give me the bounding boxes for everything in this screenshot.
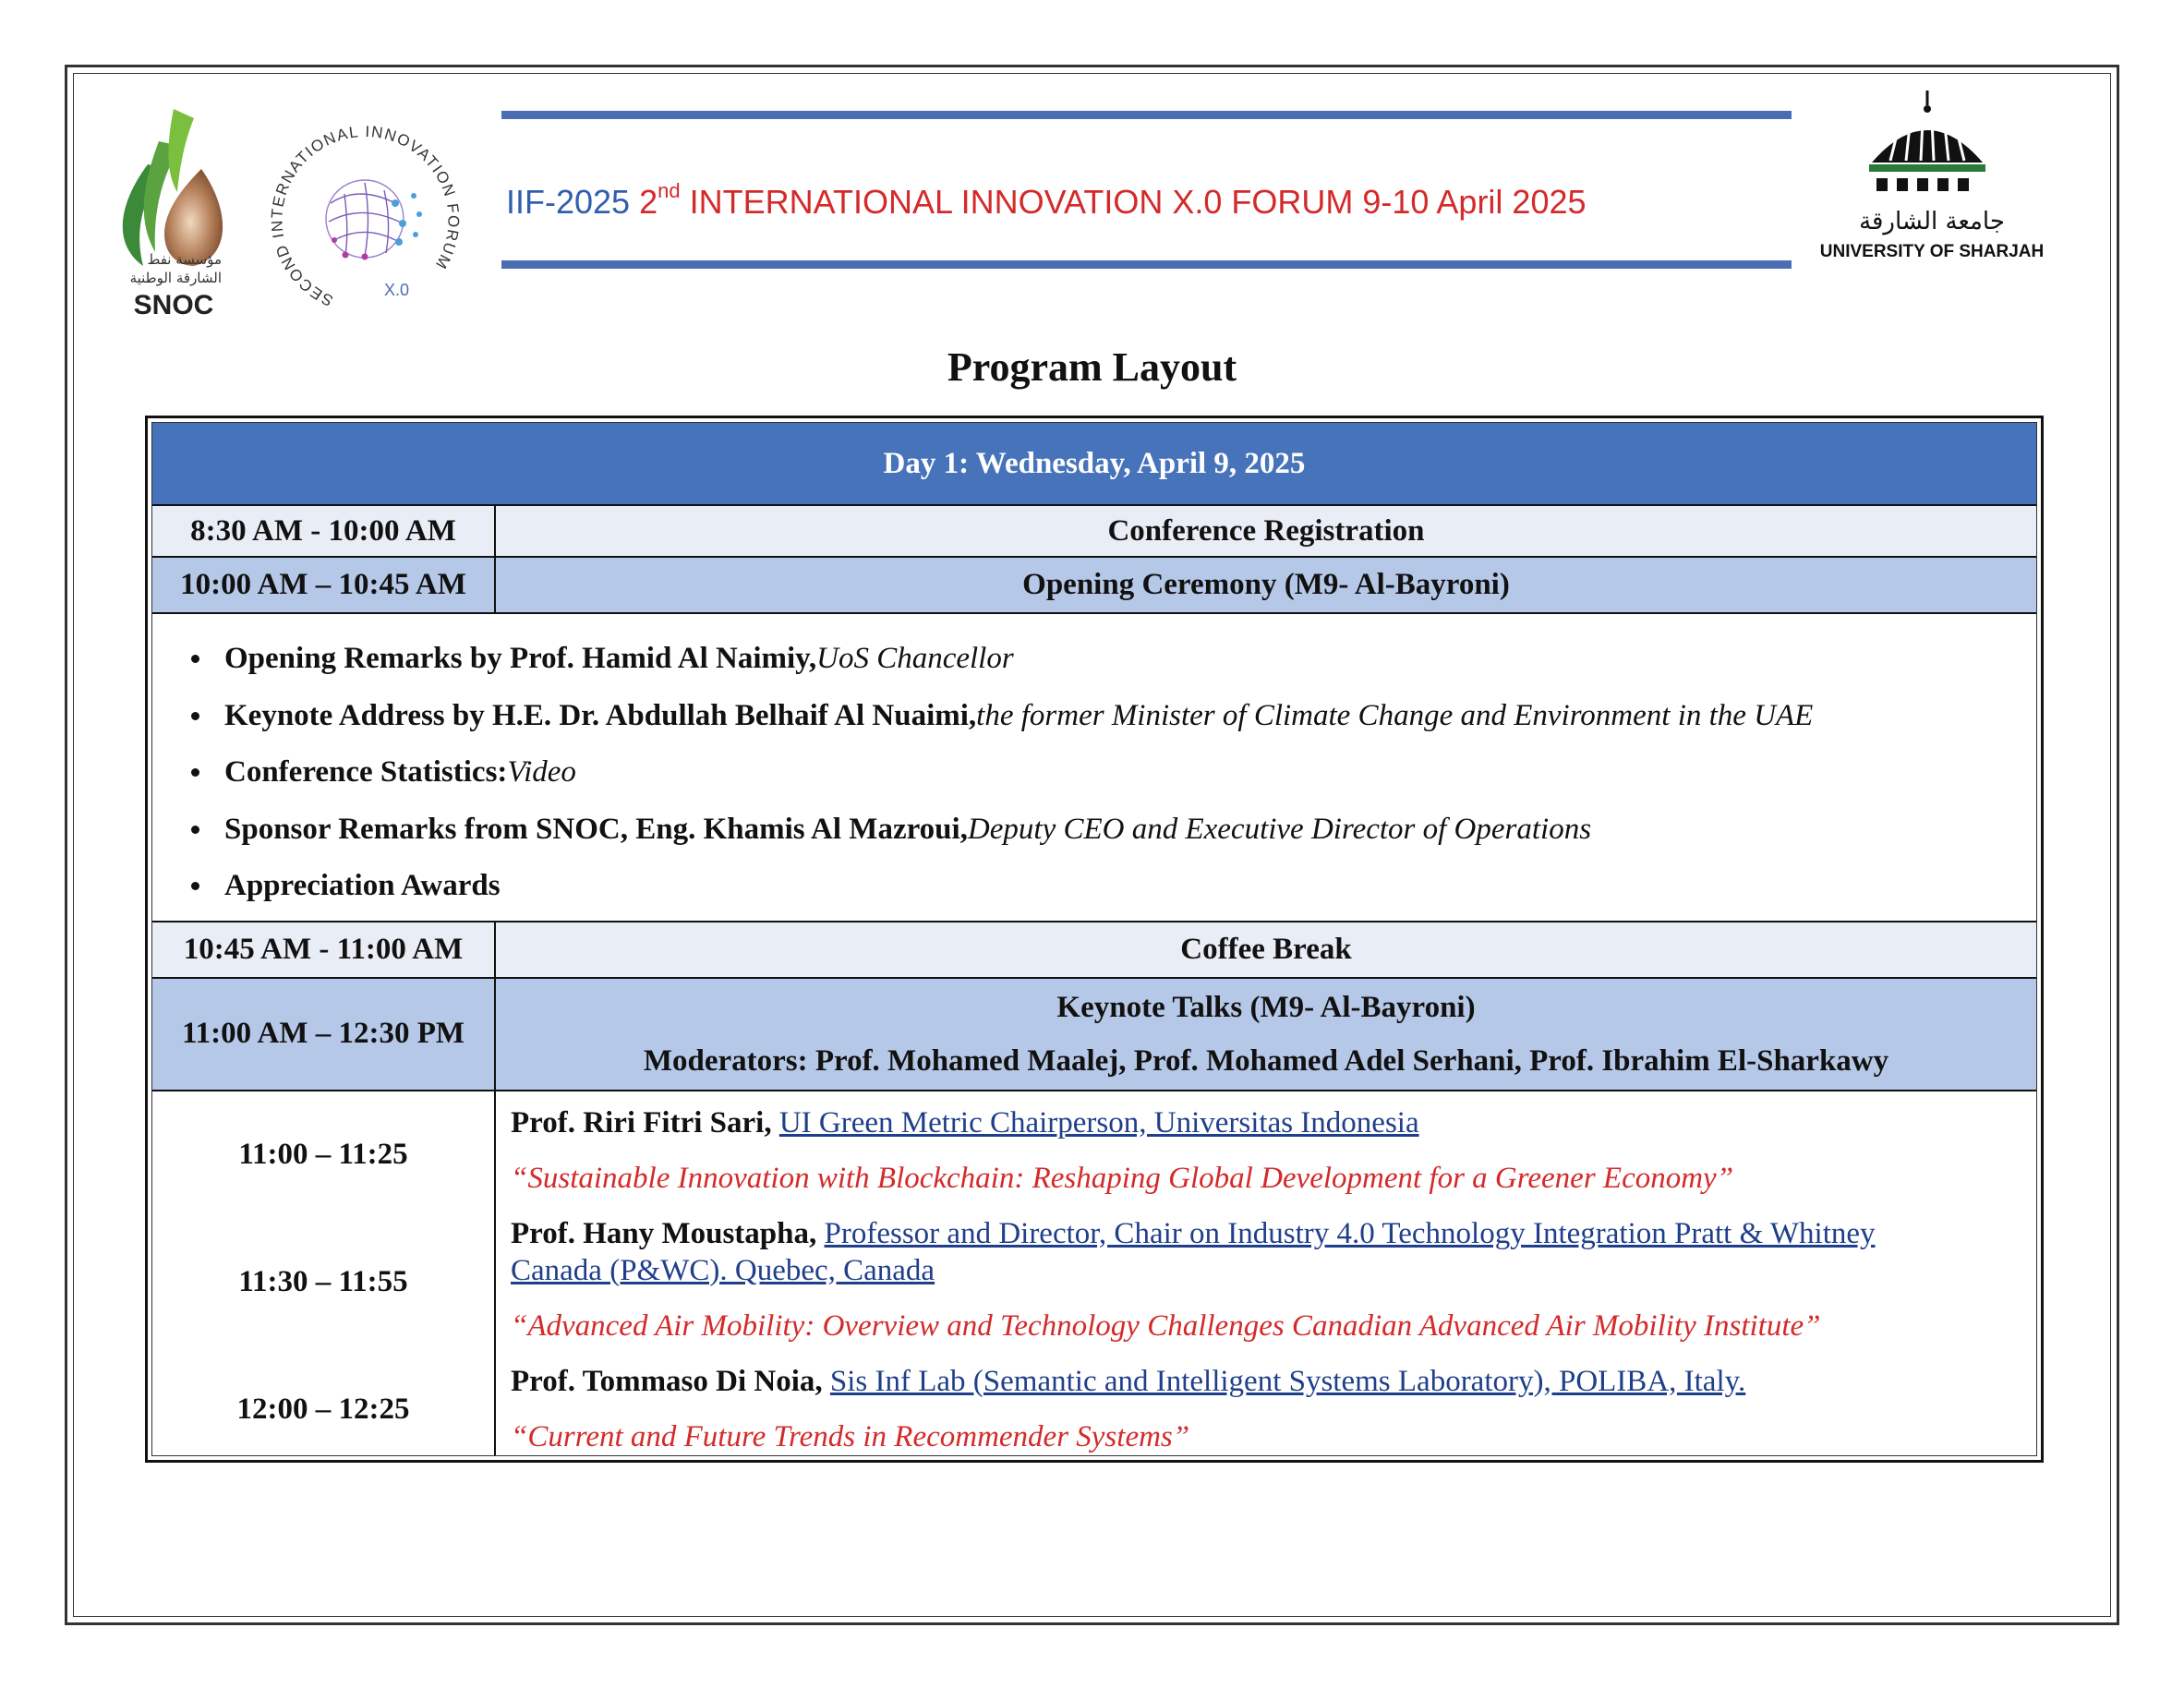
keynotes-moderators: Moderators: Prof. Mohamed Maalej, Prof. Mohamed Adel Serhani, Prof. Ibrahim El-Sharkawy — [643, 1043, 1889, 1078]
university-of-sharjah-logo — [1793, 90, 2070, 275]
speaker-affiliation-link[interactable]: UI Green Metric Chairperson, Universitas Indonesia — [778, 1105, 1419, 1139]
keynotes-time: 11:00 AM – 12:30 PM — [152, 979, 496, 1090]
bullet-dot — [191, 768, 199, 777]
speaker-name: Prof. Hany Moustapha, — [511, 1216, 817, 1250]
opening-items — [152, 614, 2036, 921]
iif-forum-logo — [257, 111, 474, 328]
keynote-talks-row — [152, 1090, 2036, 1455]
coffee-break-time: 10:45 AM - 11:00 AM — [152, 922, 496, 977]
svg-text:SECOND INTERNATIONAL INNOVATIO: SECOND INTERNATIONAL INNOVATION FORUM — [268, 122, 463, 310]
keynotes-header — [496, 979, 2036, 1090]
program-table — [145, 416, 2044, 1463]
svg-text:جامعة الشارقة: جامعة الشارقة — [1859, 208, 2005, 235]
svg-text:الشارقة الوطنية: الشارقة الوطنية — [129, 270, 222, 286]
opening-time: 10:00 AM – 10:45 AM — [152, 558, 496, 612]
svg-text:UNIVERSITY OF SHARJAH: UNIVERSITY OF SHARJAH — [1819, 242, 2045, 261]
day-heading-row — [152, 423, 2036, 504]
list-item: Conference Statistics: Video — [191, 744, 2036, 802]
registration-row — [152, 504, 2036, 556]
bullet-dot — [191, 712, 199, 720]
list-item: Keynote Address by H.E. Dr. Abdullah Belhaif Al Nuaimi, the former Minister of Climate Change and Environment in the UAE — [191, 688, 2036, 745]
day-heading: Day 1: Wednesday, April 9, 2025 — [152, 423, 2036, 504]
speaker-affiliation-link[interactable]: Canada (P&WC). Quebec, Canada — [511, 1253, 935, 1287]
speaker-affiliation-link[interactable]: Professor and Director, Chair on Industry 4.0 Technology Integration Pratt & Whitney — [824, 1216, 1876, 1250]
list-item: Opening Remarks by Prof. Hamid Al Naimiy, UoS Chancellor — [191, 631, 2036, 688]
svg-text:SNOC: SNOC — [133, 290, 214, 320]
talk-time: 11:00 – 11:25 — [238, 1137, 408, 1171]
talk-title: “Sustainable Innovation with Blockchain: Reshaping Global Development for a Greener Economy” — [511, 1161, 1734, 1195]
talk-speaker-line — [511, 1106, 2018, 1140]
svg-text:X.0: X.0 — [384, 281, 410, 299]
opening-row — [152, 556, 2036, 612]
svg-text:مؤسسة نفط: مؤسسة نفط — [147, 251, 222, 268]
talk-time: 12:00 – 12:25 — [236, 1392, 410, 1426]
coffee-break-label: Coffee Break — [1180, 932, 1352, 966]
forum-title — [506, 179, 1587, 222]
registration-label: Conference Registration — [1107, 513, 1425, 548]
talk-times — [152, 1091, 496, 1455]
snoc-logo — [92, 81, 254, 326]
keynotes-row — [152, 977, 2036, 1090]
talk-title: “Advanced Air Mobility: Overview and Technology Challenges Canadian Advanced Air Mobility Institute” — [511, 1308, 1821, 1343]
header-rule-top — [501, 111, 1792, 119]
bullet-dot — [191, 655, 199, 663]
bullet-dot — [191, 882, 199, 890]
talk-speaker-line — [511, 1217, 2018, 1251]
list-item: Sponsor Remarks from SNOC, Eng. Khamis Al Mazroui, Deputy CEO and Executive Director of Operations — [191, 802, 2036, 859]
header-rule-bottom — [501, 260, 1792, 269]
list-item: Appreciation Awards — [191, 858, 2036, 915]
opening-label: Opening Ceremony (M9- Al-Bayroni) — [1022, 568, 1510, 601]
registration-time: 8:30 AM - 10:00 AM — [152, 506, 496, 556]
speaker-name: Prof. Tommaso Di Noia, — [511, 1364, 823, 1398]
speaker-name: Prof. Riri Fitri Sari, — [511, 1105, 772, 1139]
bullet-dot — [191, 826, 199, 834]
talk-time: 11:30 – 11:55 — [238, 1264, 408, 1298]
keynotes-label: Keynote Talks (M9- Al-Bayroni) — [1056, 990, 1476, 1024]
talk-speaker-line — [511, 1365, 2018, 1399]
speaker-affiliation-link[interactable]: Sis Inf Lab (Semantic and Intelligent Systems Laboratory), POLIBA, Italy. — [829, 1364, 1746, 1398]
page-title: Program Layout — [947, 344, 1237, 390]
forum-prefix: IIF-2025 — [506, 183, 631, 221]
coffee-break-row — [152, 921, 2036, 977]
talk-details — [496, 1091, 2036, 1455]
talk-speaker-line-cont — [511, 1254, 2018, 1288]
opening-details-row — [152, 612, 2036, 921]
forum-name: 2nd INTERNATIONAL INNOVATION X.0 FORUM 9-10 April 2025 — [639, 179, 1587, 221]
talk-title: “Current and Future Trends in Recommender Systems” — [511, 1419, 1190, 1453]
